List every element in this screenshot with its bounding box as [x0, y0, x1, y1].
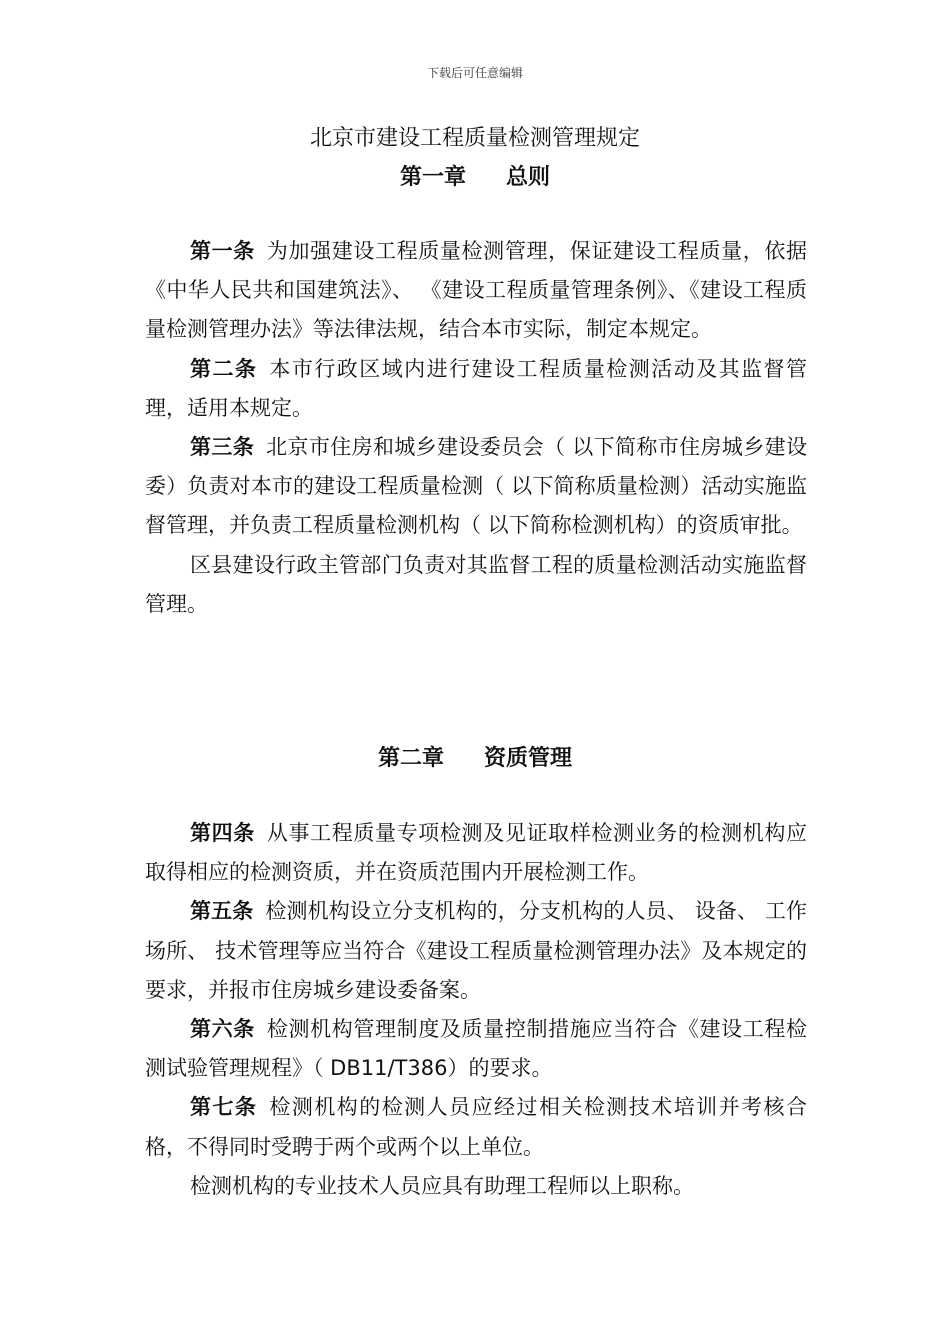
article-text: 北京市住房和城乡建设委员会（ 以下简称市住房城乡建设委）负责对本市的建设工程质量检测（ 以下简称质量检测）活动实施监督管理，并负责工程质量检测机构（ 以下简称检测机构）的资质审批。 [145, 435, 807, 538]
chapter-2-body [145, 814, 807, 1206]
article-text: 检测机构管理制度及质量控制措施应当符合《建设工程检测试验管理规程》（ DB11/T386）的要求。 [145, 1017, 807, 1081]
article-text: 检测机构设立分支机构的，分支机构的人员、 设备、 工作场所、 技术管理等应当符合《建设工程质量检测管理办法》及本规定的要求，并报市住房城乡建设委备案。 [145, 899, 808, 1002]
chapter-name: 资质管理 [484, 746, 573, 771]
chapter-1-body [145, 232, 807, 624]
article-text: 从事工程质量专项检测及见证取样检测业务的检测机构应取得相应的检测资质，并在资质范围内开展检测工作。 [145, 821, 807, 885]
article-number: 第二条 [190, 356, 258, 381]
document-title: 北京市建设工程质量检测管理规定 [309, 126, 640, 151]
article-text: 区县建设行政主管部门负责对其监督工程的质量检测活动实施监督管理。 [145, 552, 807, 616]
article-text: 检测机构的专业技术人员应具有助理工程师以上职称。 [190, 1173, 694, 1198]
chapter-heading-1 [0, 160, 950, 191]
article-number: 第七条 [190, 1095, 258, 1120]
article-text: 本市行政区域内进行建设工程质量检测活动及其监督管理，适用本规定。 [145, 356, 808, 420]
article-text: 为加强建设工程质量检测管理，保证建设工程质量，依据《中华人民共和国建筑法》、 《建设工程质量管理条例》、《建设工程质量检测管理办法》等法律法规，结合本市实际，制定本规定。 [145, 239, 807, 342]
article-paragraph [145, 350, 807, 428]
article-paragraph [145, 1010, 807, 1088]
article-paragraph [145, 428, 807, 546]
article-paragraph [145, 1088, 807, 1166]
article-text: 检测机构的检测人员应经过相关检测技术培训并考核合格，不得同时受聘于两个或两个以上单位。 [145, 1095, 808, 1159]
article-number: 第一条 [190, 239, 255, 263]
chapter-heading-2 [0, 741, 950, 772]
article-paragraph [145, 232, 807, 350]
article-number: 第六条 [190, 1017, 255, 1042]
chapter-name: 总则 [506, 165, 551, 190]
article-number: 第五条 [190, 899, 254, 924]
chapter-number: 第一章 [399, 165, 466, 190]
header-note: 下载后可任意编辑 [426, 66, 523, 80]
article-paragraph [145, 814, 807, 892]
article-paragraph [145, 546, 807, 624]
article-number: 第四条 [190, 821, 255, 845]
article-paragraph [145, 1167, 807, 1206]
chapter-number: 第二章 [377, 746, 444, 771]
article-number: 第三条 [190, 435, 255, 460]
article-paragraph [145, 892, 807, 1010]
